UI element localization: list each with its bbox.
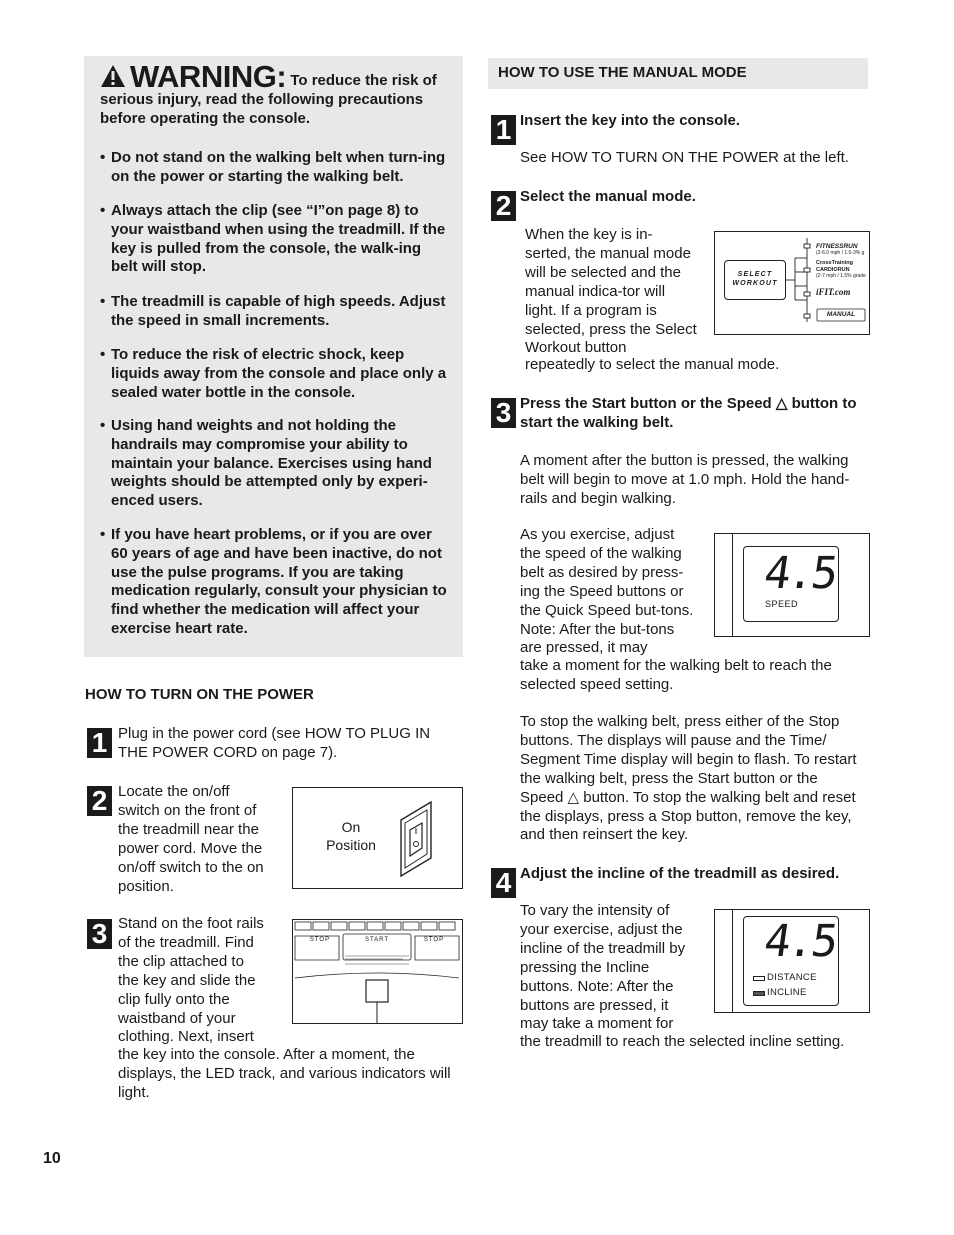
console-stop-right-button: STOP [423,937,445,943]
step-number: 2 [491,191,516,221]
select-workout-figure [714,231,870,335]
power-switch-icon [393,796,441,882]
manual-step4-body-b: the treadmill to reach the selected incline setting. [520,1033,845,1050]
cardiorun-range: (2-7 mph / 1.5% grade [816,273,866,279]
switch-figure [292,787,463,889]
step-number: 1 [87,728,112,758]
fitnessrun-range: (2-6.0 mph / 1.5-3% g [816,250,865,256]
fitnessrun-label: FITNESSRUN [816,243,858,250]
manual-step4-title: Adjust the incline of the treadmill as desired. [520,865,840,882]
incline-indicator [753,991,765,996]
warning-intro: To reduce the risk of serious injury, read the following precautions before operating the console. [100,72,437,127]
speed-value: 4.5 [761,548,839,599]
manual-step3-body1: A moment after the button is pressed, the walking belt will begin to move at 1.0 mph. Hold the hand-rails and begin walking. [520,452,850,507]
bullet-dot: • [100,202,106,219]
bullet-dot: • [100,417,106,434]
power-heading: HOW TO TURN ON THE POWER [85,686,314,703]
step-number: 2 [87,786,112,816]
power-step1-text: Plug in the power cord (see HOW TO PLUG IN THE POWER CORD on page 7). [118,725,431,761]
warning-word: WARNING: [130,59,287,94]
cardiorun-label: CrossTraining CARDIORUN [816,260,853,273]
console-figure [292,919,463,1024]
manual-step1-title: Insert the key into the console. [520,112,741,129]
manual-step2-body-a: When the key is in-serted, the manual mode will be selected and the manual indica-tor will light. If a program is selected, press the Select Workout button [525,226,697,357]
figure-divider [732,534,733,636]
manual-step4-body-a: To vary the intensity of your exercise, adjust the incline of the treadmill by pressing the Incline buttons. Note: After the buttons are pressed, it may take a moment for [520,902,686,1033]
step-number: 3 [491,398,516,428]
console-start-button: START [364,937,390,943]
speed-label: SPEED [765,599,799,609]
manual-step3-title: Press the Start button or the Speed △ button to start the walking belt. [520,395,857,431]
incline-label: INCLINE [767,987,807,998]
power-step3-text-b: the key into the console. After a moment, the displays, the LED track, and various indicators will light. [118,1046,451,1101]
speed-display-figure [714,533,870,637]
manual-indicator-label: MANUAL [826,311,856,318]
distance-label: DISTANCE [767,972,817,983]
manual-step3-body3: To stop the walking belt, press either of the Stop buttons. The displays will pause and the Time/ Segment Time display will begin to flash. To restart the walking belt, press the Start button or the Speed △ button. To stop the walking belt and reset the displays, press a Stop button, remove the key, and then reinsert the key. [520,713,857,844]
warning-bullet: • Using hand weights and not holding the handrails may compromise your ability to maintain your balance. Exercises using hand weights should be attempted only by experi-enced users. [100,417,432,510]
power-step2-text: Locate the on/off switch on the front of the treadmill near the power cord. Move the on/off switch to the on position. [118,783,264,895]
manual-step1-body: See HOW TO TURN ON THE POWER at the left. [520,149,849,166]
step-number: 4 [491,868,516,898]
distance-indicator [753,976,765,981]
warning-bullet: • If you have heart problems, or if you are over 60 years of age and have been inactive, do not use the pulse programs. If you are taking medication regularly, consult your physician to find whether the medication will affect your exercise heart rate. [100,526,447,637]
manual-step3-body2-b: take a moment for the walking belt to reach the selected speed setting. [520,657,832,693]
figure-divider [732,910,733,1012]
warning-bullet: • The treadmill is capable of high speeds. Adjust the speed in small increments. [100,293,446,329]
select-workout-label: SELECT WORKOUT [732,271,778,287]
switch-figure-label: On Position [326,819,376,853]
warning-bullet: • Always attach the clip (see “I”on page 8) to your waistband when using the treadmill. If the key is pulled from the console, the walk-ing belt will stop. [100,202,446,276]
warning-triangle-icon [100,64,126,88]
manual-step2-title: Select the manual mode. [520,188,696,205]
manual-step3-body2-a: As you exercise, adjust the speed of the walking belt as desired by press-ing the Speed buttons or the Quick Speed but-tons. Note: After the but-tons are pressed, it may [520,526,694,657]
bullet-dot: • [100,149,106,166]
power-step3-text-a: Stand on the foot rails of the treadmill. Find the clip attached to the key and slide the clip fully onto the waistband of your clothing. Next, insert [118,915,264,1046]
bullet-dot: • [100,526,106,543]
incline-display-figure [714,909,870,1013]
step-number: 3 [87,919,112,949]
bullet-dot: • [100,346,106,363]
manual-heading: HOW TO USE THE MANUAL MODE [498,64,747,81]
bullet-dot: • [100,293,106,310]
ifit-logo: iFIT.com [816,287,851,297]
console-stop-left-button: STOP [309,937,331,943]
manual-step2-body-b: repeatedly to select the manual mode. [525,356,780,373]
step-number: 1 [491,115,516,145]
page-number: 10 [43,1150,61,1167]
warning-bullet: • Do not stand on the walking belt when turn-ing on the power or starting the walking belt. [100,149,446,185]
warning-bullet: • To reduce the risk of electric shock, keep liquids away from the console and place only a sealed water bottle in the console. [100,346,447,401]
console-drawing [293,920,462,1023]
incline-value: 4.5 [761,916,839,967]
warning-heading [100,59,450,128]
